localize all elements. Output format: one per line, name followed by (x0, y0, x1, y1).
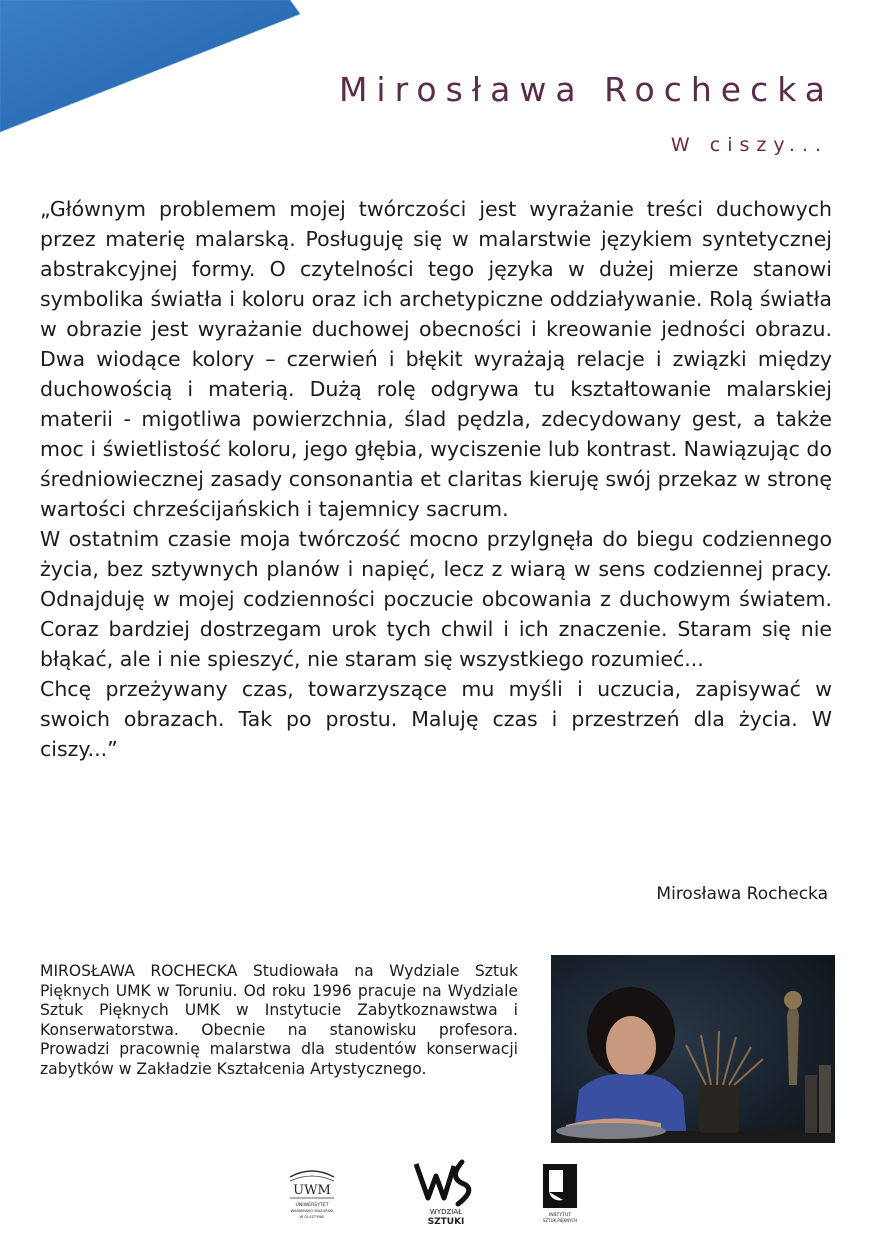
uwm-line2: WARMIŃSKO-MAZURSKI (290, 1209, 334, 1213)
instytut-line2: SZTUK PIĘKNYCH (542, 1218, 578, 1223)
uwm-mark: UWM (293, 1183, 331, 1198)
statement-paragraph: Chcę przeżywany czas, towarzyszące mu myśli i uczucia, zapisywać w swoich obrazach. Tak po prostu. Maluję czas i przestrzeń dla życia. W ciszy...” (40, 677, 832, 761)
wydzial-sztuki-logo (412, 1158, 480, 1228)
statement-paragraph: „Głównym problemem mojej twórczości jest wyrażanie treści duchowych przez materię malarską. Posługuję się w malarstwie językiem syntetycznej abstrakcyjnej formy. O czytelności tego języka w dużej mierze stanowi symbolika światła i koloru oraz ich archetypiczne oddziaływanie. Rolą światła w obrazie jest wyrażanie duchowej obecności i kreowanie jedności obrazu. Dwa wiodące kolory – czerwień i błękit wyrażają relacje i związki między duchowością i materią. Dużą rolę odgrywa tu kształtowanie malarskiej materii - migotliwa powierzchnia, ślad pędzla, zdecydowany gest, a także moc i świetlistość koloru, jego głębia, wyciszenie lub kontrast. Nawiązując do średniowiecznej zasady consonantia et claritas kieruję swój przekaz w stronę wartości chrześcijańskich i tajemnicy sacrum. (40, 197, 832, 521)
wydzial-line1: WYDZIAŁ (429, 1208, 463, 1216)
blue-corner-decoration (0, 0, 300, 135)
wydzial-line2: SZTUKI (427, 1217, 465, 1227)
artist-photo (551, 955, 835, 1143)
uwm-line1: UNIWERSYTET (295, 1203, 329, 1208)
artist-statement (40, 194, 832, 764)
instytut-sztuk-pieknych-logo (538, 1162, 582, 1226)
uwm-logo (284, 1163, 340, 1223)
uwm-line3: W OLSZTYNIE (299, 1215, 325, 1219)
page-subtitle: W ciszy... (670, 134, 828, 156)
statement-paragraph: W ostatnim czasie moja twórczość mocno przylgnęła do biegu codziennego życia, bez sztywnych planów i napięć, lecz z wiarą w sens codziennej pracy. Odnajduję w mojej codzienności poczucie obcowania z duchowym światem. Coraz bardziej dostrzegam urok tych chwil i ich znaczenie. Staram się nie błąkać, ale i nie spieszyć, nie staram się wszystkiego rozumieć... (40, 527, 832, 671)
signature: Mirosława Rochecka (656, 884, 828, 904)
instytut-line1: INSTYTUT (548, 1213, 572, 1218)
artist-bio: MIROSŁAWA ROCHECKA Studiowała na Wydziale Sztuk Pięknych UMK w Toruniu. Od roku 1996 pracuje na Wydziale Sztuk Pięknych UMK w Instytucie Zabytkoznawstwa i Konserwatorstwa. Obecnie na stanowisku profesora. Prowadzi pracownię malarstwa dla studentów konserwacji zabytków w Zakładzie Kształcenia Artystycznego. (40, 962, 518, 1078)
page-title: Mirosława Rochecka (338, 70, 834, 109)
